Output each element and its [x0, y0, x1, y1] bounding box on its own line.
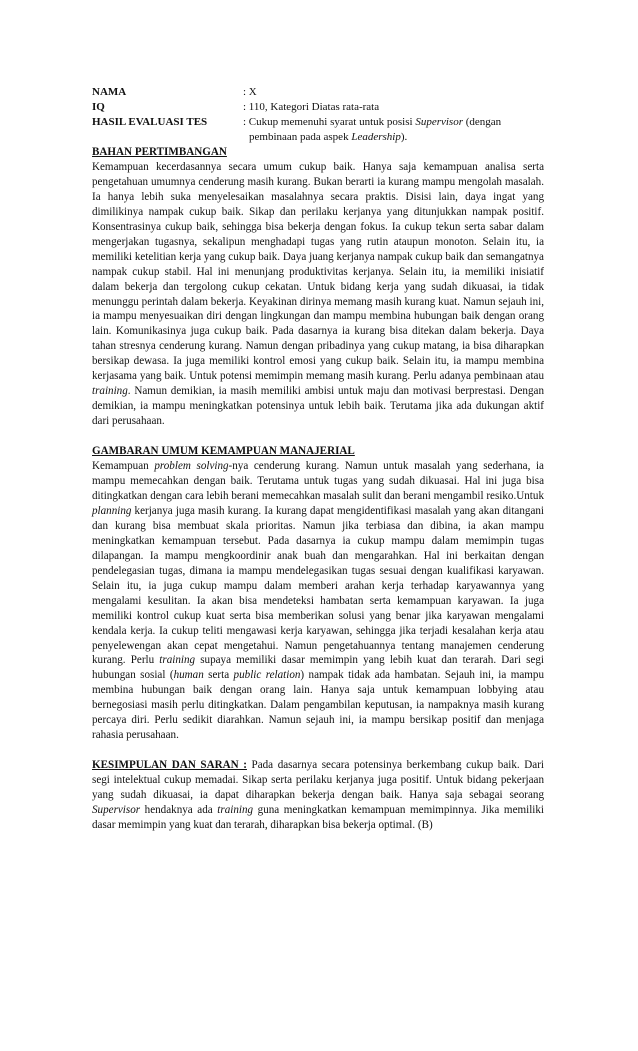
spacer: [92, 743, 544, 758]
header-key-iq: IQ: [92, 101, 105, 113]
gambaran-em-b: planning: [92, 504, 132, 517]
hasil-text-e: Leadership: [351, 131, 401, 143]
hasil-text-f: ).: [400, 131, 408, 143]
hasil-text-b: Supervisor: [415, 116, 463, 128]
document-page: [92, 85, 544, 833]
header-value-hasil: [243, 115, 544, 145]
gambaran-text-a: Kemampuan: [92, 460, 155, 473]
kesimpulan-em-a: Supervisor: [92, 804, 141, 817]
header-value-iq: : 110, Kategori Diatas rata-rata: [243, 101, 380, 113]
bahan-text-em: training: [92, 385, 128, 398]
header-key-hasil: HASIL EVALUASI TES: [92, 116, 208, 128]
paragraph-gambaran: [92, 459, 544, 743]
header-value-nama: : X: [243, 86, 257, 98]
kesimpulan-em-b: training: [217, 804, 254, 817]
header-key-nama: NAMA: [92, 86, 127, 98]
gambaran-em-c: training: [159, 654, 196, 667]
bahan-text-1: Kemampuan kecerdasannya secara umum cukup baik. Hanya saja kemampuan analisa serta pengetahuan umumnya cenderung masih kurang. Bukan berarti ia kurang mampu mengolah masalah. Ia hanya lebih suka menyelesaikan masalahnya secara praktis. Disisi lain, daya ingat yang dimilikinya nampak cukup baik. Sikap dan perilaku kerjanya yang ditunjukkan nampak positif. Konsentrasinya cukup baik, sehingga bisa bekerja dengan fokus. Ia cukup tekun serta sabar dalam mengerjakan tugasnya, sekalipun menghadapi tugas yang rutin ataupun monoton. Selain itu, ia memiliki ketelitian kerja yang cukup baik. Daya juang kerjanya nampak cukup baik dan semangatnya nampak cukup stabil. Hal ini menunjang produktivitas kerjanya. Selain itu, ia memiliki inisiatif dalam bekerja dan tergolong cukup cekatan. Untuk bidang kerja yang sudah dikuasai, ia tidak menunggu perintah dalam bekerja. Keyakinan dirinya memang masih kurang kuat. Namun sejauh ini, ia mampu menyesuaikan diri dengan lingkungan dan mampu membina hubungan baik dengan orang lain. Komunikasinya juga cukup baik. Pada dasarnya ia kurang bisa ditekan dalam bekerja. Daya tahan stresnya cenderung kurang. Namun dengan pribadinya yang cukup matang, ia bisa diharapkan bersikap dewasa. Ia juga memiliki kontrol emosi yang cukup baik. Selain itu, ia mampu membina kerjasama yang baik. Untuk potensi memimpin memang masih kurang. Perlu adanya pembinaan atau: [92, 160, 544, 383]
spacer: [92, 429, 544, 444]
section-title-gambaran: GAMBARAN UMUM KEMAMPUAN MANAJERIAL: [92, 445, 355, 458]
gambaran-text-d: supaya memiliki dasar memimpin yang lebih kuat dan terarah. Dari segi hubungan sosial (: [92, 654, 545, 682]
paragraph-bahan: [92, 160, 544, 429]
kesimpulan-text-a: Pada dasarnya secara potensinya berkembang cukup baik. Dari segi intelektual cukup memadai. Sikap serta perilaku kerjanya juga positif. Untuk bidang pekerjaan yang sudah dikuasai, ia dapat diharapkan bekerja dengan baik. Hanya saja sebagai seorang: [92, 759, 544, 802]
gambaran-text-f: ) nampak tidak ada hambatan. Sejauh ini, ia mampu membina hubungan baik dengan orang lain. Hanya saja untuk kemampuan lobbying atau bernegosiasi masih perlu ditingkatkan. Dalam pengambilan keputusan, ia nampaknya masih kurang percaya diri. Perlu sedikit diarahkan. Namun sejauh ini, ia mampu bersikap positif dan menjaga rahasia perusahaan.: [92, 669, 544, 742]
section-title-kesimpulan: KESIMPULAN DAN SARAN :: [92, 759, 247, 772]
header-row-hasil: [92, 115, 544, 145]
section-bahan: [92, 145, 544, 429]
hasil-text-d: pembinaan pada aspek: [249, 131, 352, 143]
gambaran-text-c: kerjanya juga masih kurang. Ia kurang dapat mengidentifikasi masalah yang akan ditangani dan kurang bisa membuat skala prioritas. Namun jika terbiasa dan dibina, ia akan mampu meningkatkan kemampuan tersebut. Pada dasarnya ia cukup mampu dalam memimpin tugas dilapangan. Ia mampu mengkoordinir anak buah dan mengarahkan. Hal ini berkaitan dengan pendelegasian tugas, dimana ia mampu mendelegasikan tugas sesuai dengan kualifikasi karyawan. Selain itu, ia juga cukup mampu dalam memberi arahan kerja terhadap karyawannya yang mengalami kesulitan. Ia akan bisa mendeteksi hambatan serta kemampuan karyawan. Ia juga memiliki kontrol cukup kuat serta bisa memberikan solusi yang benar jika karyawan mengalami kendala kerja. Ia cukup teliti mengawasi kerja karyawan, sehingga jika terjadi kesalahan kerja atau penyelewengan akan cepat mengetahui. Namun pengetahuannya tentang manajemen cenderung kurang. Perlu: [92, 504, 544, 667]
gambaran-text-e: serta: [203, 669, 234, 682]
kesimpulan-text-c: guna meningkatkan kemampuan memimpinnya. Jika memiliki dasar memimpin yang kuat dan terarah, diharapkan bisa bekerja optimal. (B): [92, 804, 544, 831]
gambaran-text-b: -nya cenderung kurang. Namun untuk masalah yang sederhana, ia mampu memecahkan dengan baik. Terutama untuk tugas yang sudah dikuasai. Hal ini juga bisa ditingkatkan dengan cara lebih berani memecahkan masalah sulit dan berani mengambil resiko.Untuk: [92, 460, 544, 502]
header-row-nama: [92, 85, 544, 100]
gambaran-em-e: public relation: [233, 669, 301, 682]
bahan-text-2: . Namun demikian, ia masih memiliki ambisi untuk maju dan motivasi berprestasi. Dengan demikian, ia mampu meningkatkan potensinya untuk lebih baik. Terutama jika ada dukungan aktif dari perusahaan.: [92, 385, 544, 428]
section-gambaran: [92, 444, 544, 743]
kesimpulan-text-b: hendaknya ada: [140, 804, 218, 817]
hasil-text-c: (dengan: [463, 116, 502, 128]
gambaran-em-d: human: [173, 669, 204, 682]
header-row-iq: [92, 100, 544, 115]
gambaran-em-a: problem solving: [154, 460, 229, 473]
section-kesimpulan: [92, 758, 544, 833]
hasil-continuation: [243, 130, 544, 145]
paragraph-kesimpulan: [92, 758, 544, 833]
section-title-bahan: BAHAN PERTIMBANGAN: [92, 146, 227, 158]
hasil-text-a: : Cukup memenuhi syarat untuk posisi: [243, 116, 416, 128]
header-block: [92, 85, 544, 145]
